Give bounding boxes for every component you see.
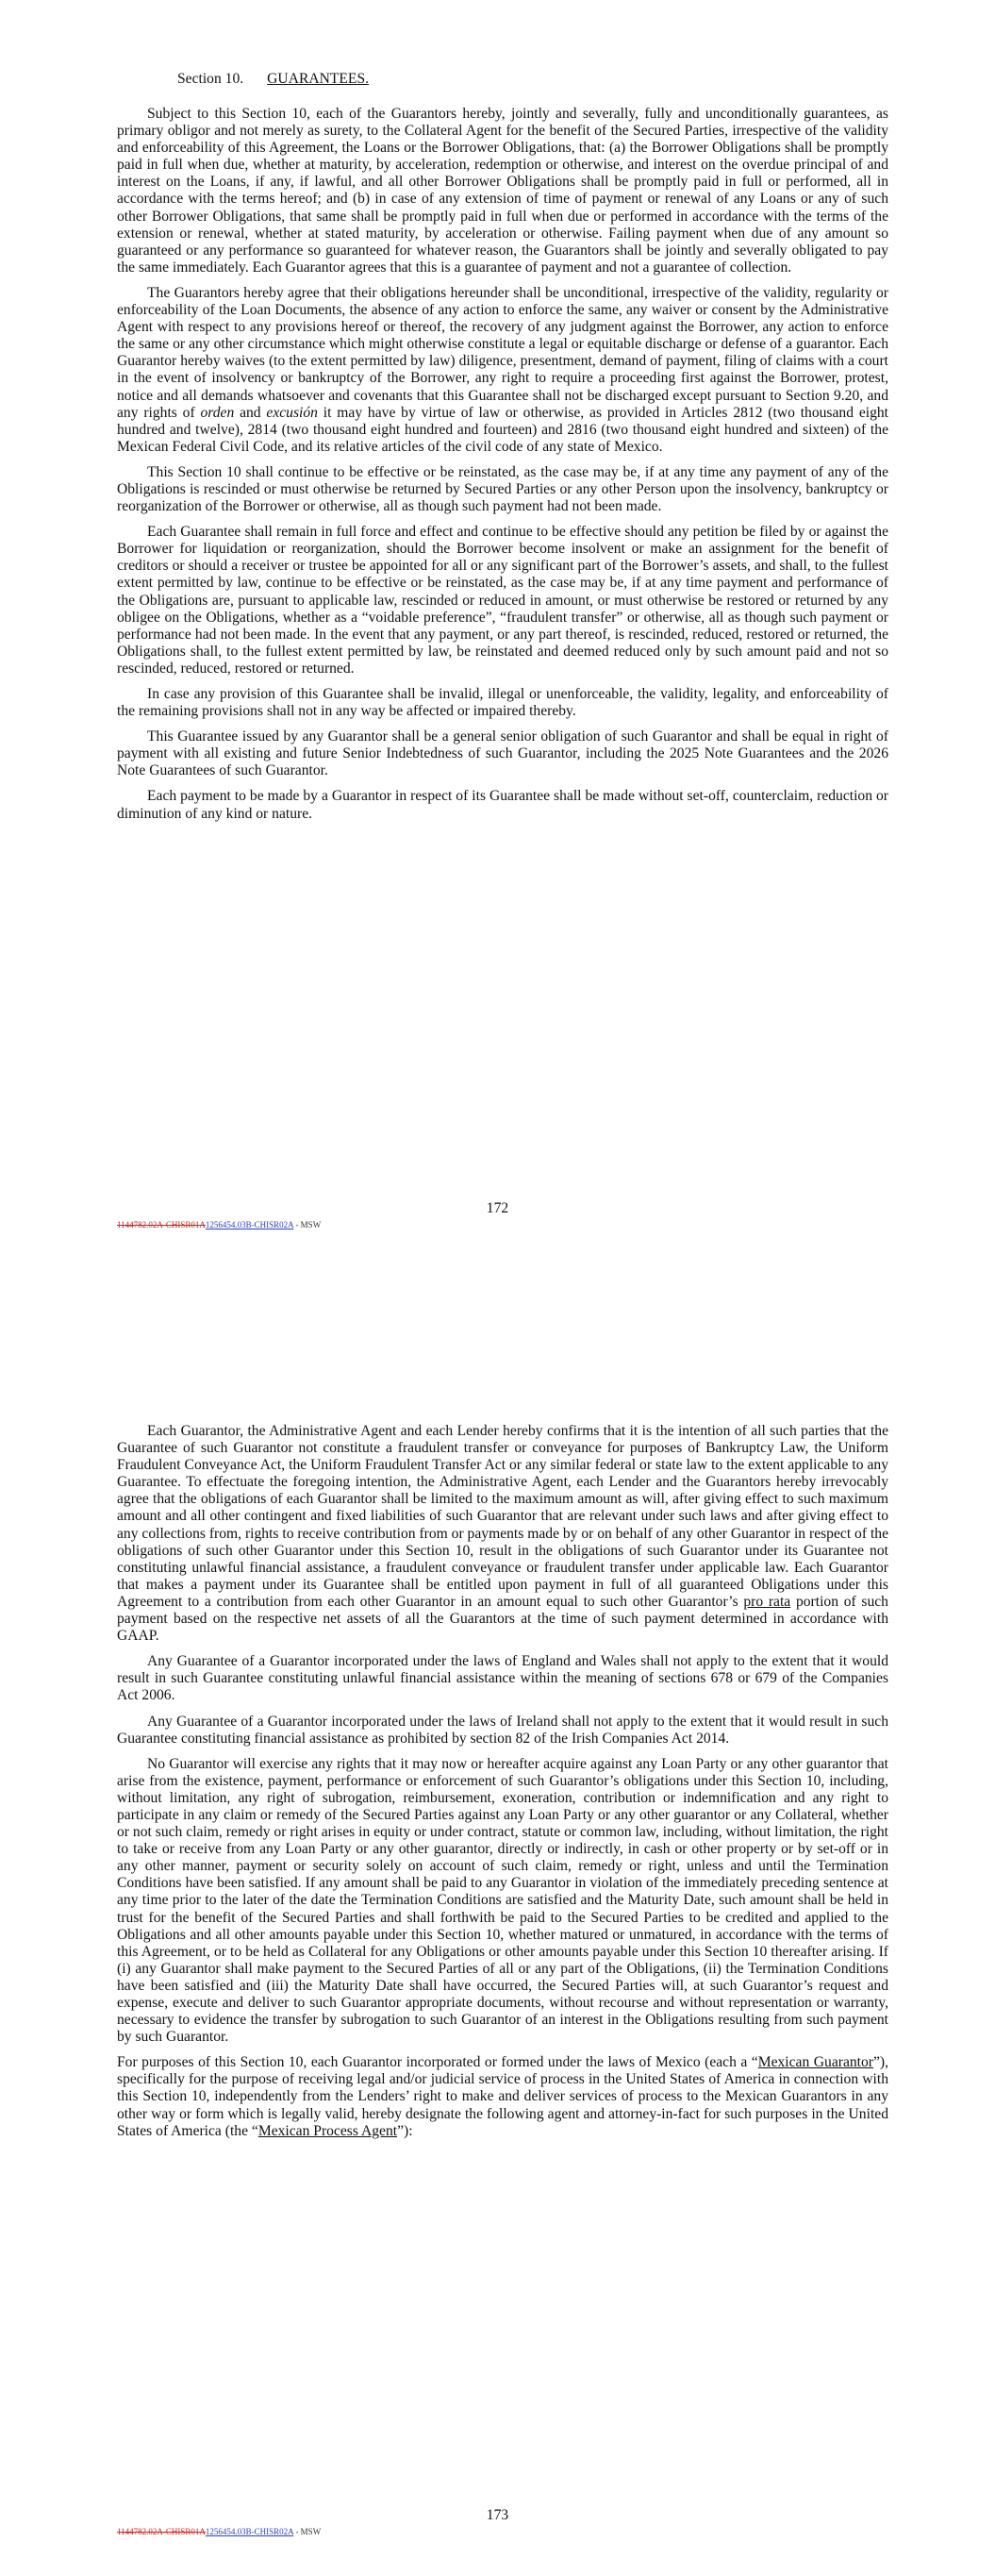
footer-suffix: - MSW bbox=[293, 1220, 322, 1229]
deleted-doc-id: 1144782.02A-CHISR01A bbox=[117, 2527, 206, 2536]
page-body bbox=[117, 1423, 888, 2149]
page-number: 173 bbox=[486, 2507, 509, 2523]
paragraph: Any Guarantee of a Guarantor incorporated under the laws of England and Wales shall not apply to the extent that it would result in such Guarantee constituting unlawful financial assistance within the meaning of sections 678 or 679 of the Companies Act 2006. bbox=[117, 1653, 888, 1704]
paragraph: No Guarantor will exercise any rights that it may now or hereafter acquire against any Loan Party or any other guarantor that arise from the existence, payment, performance or enforcement of such Guarantor’s obligations under this Section 10, including, without limitation, any right of subrogation, reimbursement, exoneration, contribution or indemnification and any right to participate in any claim or remedy of the Secured Parties against any Loan Party or any other guarantor or any Collateral, whether or not such claim, remedy or right arises in equity or under contract, statute or common law, including, without limitation, the right to take or receive from any Loan Party or any other guarantor, directly or indirectly, in cash or other property or by set-off or in any other manner, payment or security solely on account of such claim, remedy or right, unless and until the Termination Conditions have been satisfied. If any amount shall be paid to any Guarantor in violation of the immediately preceding sentence at any time prior to the later of the date the Termination Conditions are satisfied and the Maturity Date, such amount shall be held in trust for the benefit of the Secured Parties and shall forthwith be paid to the Secured Parties to be credited and applied to the Obligations and all other amounts payable under this Section 10, whether matured or unmatured, in accordance with the terms of this Agreement, or to be held as Collateral for any Obligations or other amounts payable under this Section 10 thereafter arising. If (i) any Guarantor shall make payment to the Secured Parties of all or any part of the Obligations, (ii) the Termination Conditions have been satisfied and (iii) the Maturity Date shall have occurred, the Secured Parties will, at such Guarantor’s request and expense, execute and deliver to such Guarantor appropriate documents, without recourse and without representation or warranty, necessary to evidence the transfer by subrogation to such Guarantor of an interest in the Obligations resulting from such payment by such Guarantor. bbox=[117, 1755, 888, 2046]
italic-term: excusión bbox=[266, 404, 318, 421]
footer-suffix: - MSW bbox=[293, 2527, 322, 2536]
document-footer bbox=[117, 1220, 321, 1230]
paragraph: This Guarantee issued by any Guarantor shall be a general senior obligation of such Guarantor and shall be equal in right of payment with all existing and future Senior Indebtedness of such Guarantor, including the 2025 Note Guarantees and the 2026 Note Guarantees of such Guarantor. bbox=[117, 728, 888, 779]
text-run: portion of such payment based on the respective net assets of all the Guarantors at the time of such payment determined in accordance with GAAP. bbox=[117, 1593, 888, 1645]
underlined-term: pro rata bbox=[743, 1593, 791, 1610]
paragraph: In case any provision of this Guarantee shall be invalid, illegal or unenforceable, the validity, legality, and enforceability of the remaining provisions shall not in any way be affected or impaired thereby. bbox=[117, 686, 888, 720]
paragraph: Each payment to be made by a Guarantor in respect of its Guarantee shall be made without set-off, counterclaim, reduction or diminution of any kind or nature. bbox=[117, 788, 888, 822]
text-run: Each Guarantor, the Administrative Agent and each Lender hereby confirms that it is the intention of all such parties that the Guarantee of such Guarantor not constitute a fraudulent transfer or conveyance for purposes of Bankruptcy Law, the Uniform Fraudulent Conveyance Act, the Uniform Fraudulent Transfer Act or any similar federal or state law to the extent applicable to any Guarantee. To effectuate the foregoing intention, the Administrative Agent, each Lender and the Guarantors hereby irrevocably agree that the obligations of each Guarantor shall be limited to the maximum amount as will, after giving effect to such maximum amount and all other contingent and fixed liabilities of such Guarantor that are relevant under such laws and after giving effect to any collections from, rights to receive contribution from or payments made by or on behalf of any other Guarantor in respect of the obligations of such other Guarantor under this Section 10, result in the obligations of such Guarantor under its Guarantee not constituting unlawful financial assistance, a fraudulent conveyance or fraudulent transfer under applicable law. Each Guarantor that makes a payment under its Guarantee shall be entitled upon payment in full of all guaranteed Obligations under this Agreement to a contribution from each other Guarantor in an amount equal to such other Guarantor’s bbox=[117, 1423, 888, 1610]
section-label: Section 10. bbox=[177, 71, 244, 87]
deleted-doc-id: 1144782.02A-CHISR01A bbox=[117, 1220, 206, 1229]
text-run: The Guarantors hereby agree that their obligations hereunder shall be unconditional, irrespective of the validity, regularity or enforceability of the Loan Documents, the absence of any action to enforce the same, any waiver or consent by the Administrative Agent with respect to any provisions hereof or thereof, the recovery of any judgment against the Borrower, any action to enforce the same or any other circumstance which might otherwise constitute a legal or equitable discharge or defense of a guarantor. Each Guarantor hereby waives (to the extent permitted by law) diligence, presentment, demand of payment, filing of claims with a court in the event of insolvency or bankruptcy of the Borrower, any right to require a proceeding first against the Borrower, protest, notice and all demands whatsoever and covenants that this Guarantee shall not be discharged except pursuant to Section 9.20, and any rights of bbox=[117, 284, 888, 421]
italic-term: orden bbox=[200, 404, 235, 421]
inserted-doc-id: 1256454.03B-CHISR02A bbox=[205, 2527, 294, 2536]
text-run: ”): bbox=[397, 2122, 413, 2139]
paragraph bbox=[117, 285, 888, 456]
page-body bbox=[117, 70, 888, 831]
paragraph bbox=[117, 2054, 888, 2139]
text-run: For purposes of this Section 10, each Guarantor incorporated or formed under the laws of Mexico (each a “ bbox=[117, 2054, 758, 2071]
text-run: it may have by virtue of law or otherwise, as provided in Articles 2812 (two thousand eight hundred and twelve), 2814 (two thousand eight hundred and fourteen) and 2816 (two thousand eight hundred and sixteen) of the Mexican Federal Civil Code, and its relative articles of the civil code of any state of Mexico. bbox=[117, 404, 889, 455]
text-run: ”), specifically for the purpose of receiving legal and/or judicial service of process in the United States of America in connection with this Section 10, independently from the Lenders’ right to make and deliver services of process to the Mexican Guarantors in any other way or form which is legally valid, hereby designate the following agent and attorney-in-fact for such purposes in the United States of America (the “ bbox=[117, 2054, 888, 2139]
document-page-173 bbox=[0, 1288, 995, 2576]
paragraph: Any Guarantee of a Guarantor incorporated under the laws of Ireland shall not apply to the extent that it would result in such Guarantee constituting financial assistance as prohibited by section 82 of the Irish Companies Act 2014. bbox=[117, 1713, 888, 1747]
document-footer bbox=[117, 2527, 321, 2537]
paragraph: Each Guarantee shall remain in full force and effect and continue to be effective should any petition be filed by or against the Borrower for liquidation or reorganization, should the Borrower become insolvent or make an assignment for the benefit of creditors or should a receiver or trustee be appointed for all or any significant part of the Borrower’s assets, and shall, to the fullest extent permitted by law, continue to be effective or be reinstated, as the case may be, if at any time payment and performance of the Obligations are, pursuant to applicable law, rescinded or reduced in amount, or must otherwise be restored or returned by any obligee on the Obligations, whether as a “voidable preference”, “fraudulent transfer” or otherwise, all as though such payment or performance had not been made. In the event that any payment, or any part thereof, is rescinded, reduced, restored or returned, the Obligations shall, to the fullest extent permitted by law, be reinstated and deemed reduced only by such amount paid and not so rescinded, reduced, restored or returned. bbox=[117, 524, 888, 677]
paragraph: Subject to this Section 10, each of the Guarantors hereby, jointly and severally, fully and unconditionally guarantees, as primary obligor and not merely as surety, to the Collateral Agent for the benefit of the Secured Parties, irrespective of the validity and enforceability of this Agreement, the Loans or the Borrower Obligations, that: (a) the Borrower Obligations shall be promptly paid in full when due, whether at maturity, by acceleration, redemption or otherwise, and interest on the overdue principal of and interest on the Loans, if any, if lawful, and all other Borrower Obligations shall be promptly paid in full or performed, all in accordance with the terms hereof; and (b) in case of any extension of time of payment or renewal of any Loans or any of such other Borrower Obligations, that same shall be promptly paid in full when due or performed in accordance with the terms of the extension or renewal, whether at stated maturity, by acceleration or otherwise. Failing payment when due of any amount so guaranteed or any performance so guaranteed for whatever reason, the Guarantors shall be jointly and severally obligated to pay the same immediately. Each Guarantor agrees that this is a guarantee of payment and not a guarantee of collection. bbox=[117, 106, 888, 276]
section-heading bbox=[177, 70, 888, 89]
defined-term: Mexican Guarantor bbox=[757, 2054, 873, 2071]
inserted-doc-id: 1256454.03B-CHISR02A bbox=[205, 1220, 294, 1229]
paragraph: This Section 10 shall continue to be effective or be reinstated, as the case may be, if at any time any payment of any of the Obligations is rescinded or must otherwise be returned by Secured Parties or any other Person upon the insolvency, bankruptcy or reorganization of the Borrower or otherwise, all as though such payment had not been made. bbox=[117, 463, 888, 515]
section-title: GUARANTEES. bbox=[267, 71, 370, 87]
paragraph bbox=[117, 1423, 888, 1645]
page-number: 172 bbox=[486, 1200, 509, 1216]
text-run: and bbox=[234, 404, 267, 421]
defined-term: Mexican Process Agent bbox=[257, 2122, 398, 2139]
